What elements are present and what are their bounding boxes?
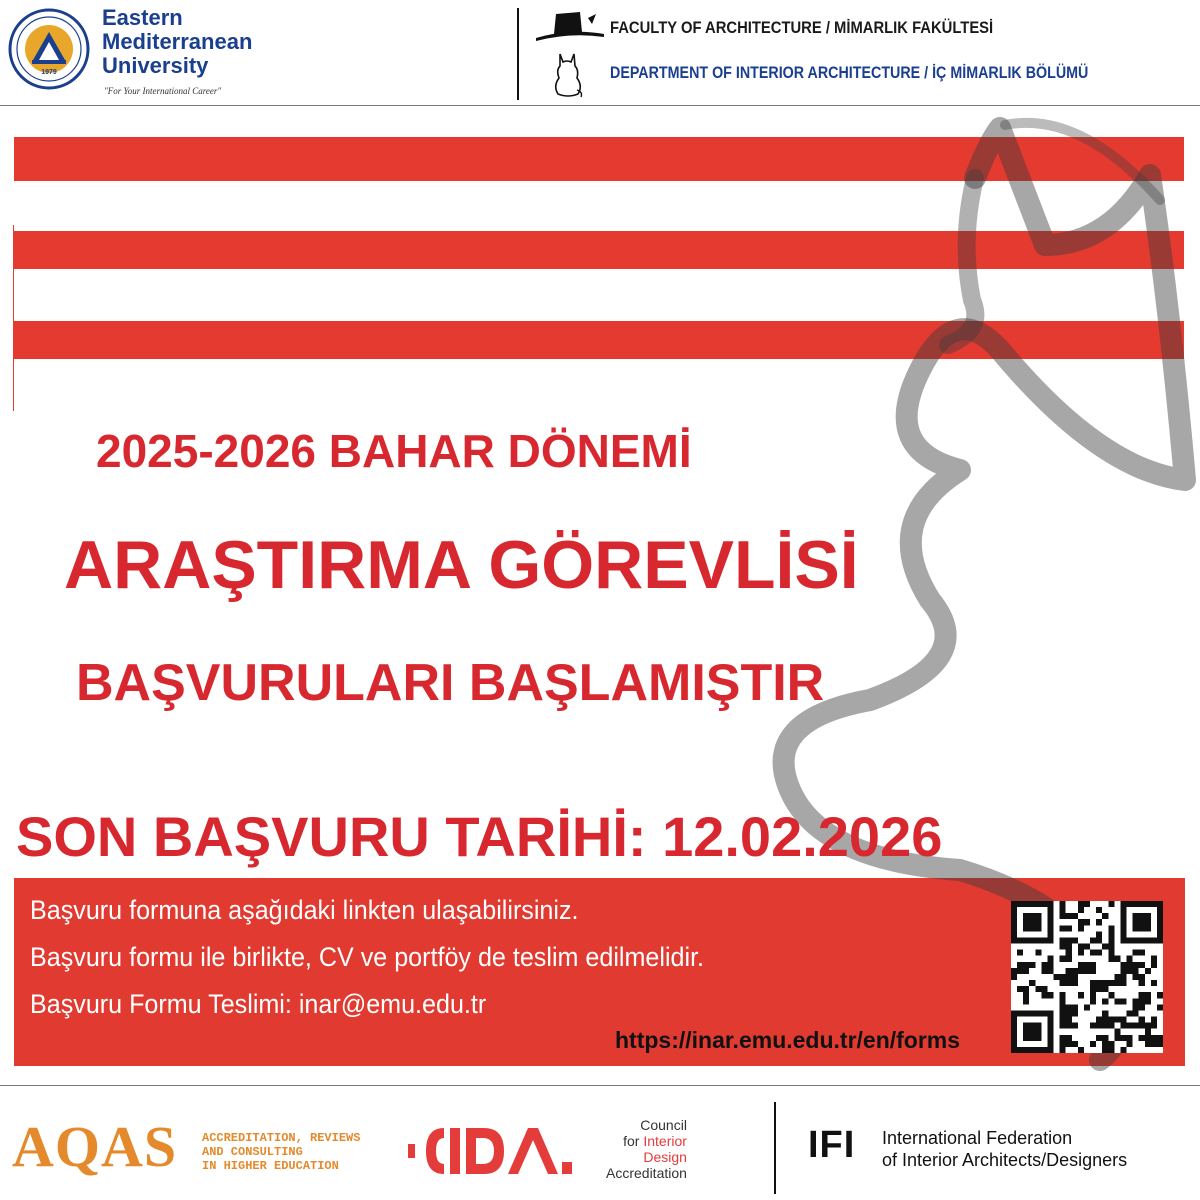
cida-line-2-prefix: for: [623, 1133, 644, 1149]
cida-line-1: Council: [640, 1117, 687, 1133]
red-stripe-2: [14, 231, 1184, 269]
cat-icon: [550, 50, 584, 98]
cida-line-2-accent: Interior: [643, 1133, 687, 1149]
faculty-name: FACULTY OF ARCHITECTURE / MİMARLIK FAKÜLTESİ: [610, 18, 994, 37]
red-edge-line: [13, 225, 14, 411]
university-name: [102, 6, 322, 78]
info-line-2: Başvuru formu ile birlikte, CV ve portföy de teslim edilmelidir.: [30, 942, 705, 972]
cida-line-4: Accreditation: [606, 1165, 687, 1181]
cida-logo: [404, 1118, 594, 1178]
header-separator: [0, 105, 1200, 106]
qr-code-icon[interactable]: [1011, 901, 1163, 1053]
university-name-line-2: Mediterranean: [102, 29, 253, 54]
position-heading: ARAŞTIRMA GÖREVLİSİ: [64, 527, 859, 603]
university-slogan: "For Your International Career": [104, 86, 222, 96]
ifi-logo: IFI: [808, 1124, 856, 1166]
emu-seal-logo: [8, 8, 90, 90]
aqas-description-line-2: AND CONSULTING: [202, 1145, 303, 1159]
info-line-3: Başvuru Formu Teslimi: inar@emu.edu.tr: [30, 989, 487, 1019]
ifi-description-line-1: International Federation: [882, 1128, 1073, 1148]
deadline-heading: SON BAŞVURU TARİHİ: 12.02.2026: [16, 805, 943, 868]
footer-divider: [774, 1102, 776, 1194]
aqas-description: [202, 1131, 360, 1173]
semester-heading: 2025-2026 BAHAR DÖNEMİ: [96, 425, 692, 477]
university-name-line-3: University: [102, 53, 209, 78]
department-name: DEPARTMENT OF INTERIOR ARCHITECTURE / İÇ MİMARLIK BÖLÜMÜ: [610, 63, 1089, 82]
aqas-description-line-3: IN HIGHER EDUCATION: [202, 1159, 339, 1173]
ifi-description: [882, 1127, 1127, 1171]
hat-icon: [534, 10, 606, 44]
cida-line-3: Design: [643, 1149, 687, 1165]
svg-text:1979: 1979: [41, 69, 57, 76]
info-line-1: Başvuru formuna aşağıdaki linkten ulaşabilirsiniz.: [30, 895, 579, 925]
red-stripe-3: [14, 321, 1184, 359]
university-name-line-1: Eastern: [102, 5, 183, 30]
form-url-link[interactable]: https://inar.emu.edu.tr/en/forms: [615, 1027, 961, 1053]
applications-open-heading: BAŞVURULARI BAŞLAMIŞTIR: [76, 654, 825, 712]
cida-description: [606, 1117, 687, 1181]
aqas-description-line-1: ACCREDITATION, REVIEWS: [202, 1131, 361, 1145]
ifi-description-line-2: of Interior Architects/Designers: [882, 1150, 1128, 1170]
footer-separator: [0, 1085, 1200, 1086]
header-divider: [517, 8, 519, 100]
aqas-logo: AQAS: [12, 1114, 178, 1179]
red-stripe-1: [14, 137, 1184, 181]
